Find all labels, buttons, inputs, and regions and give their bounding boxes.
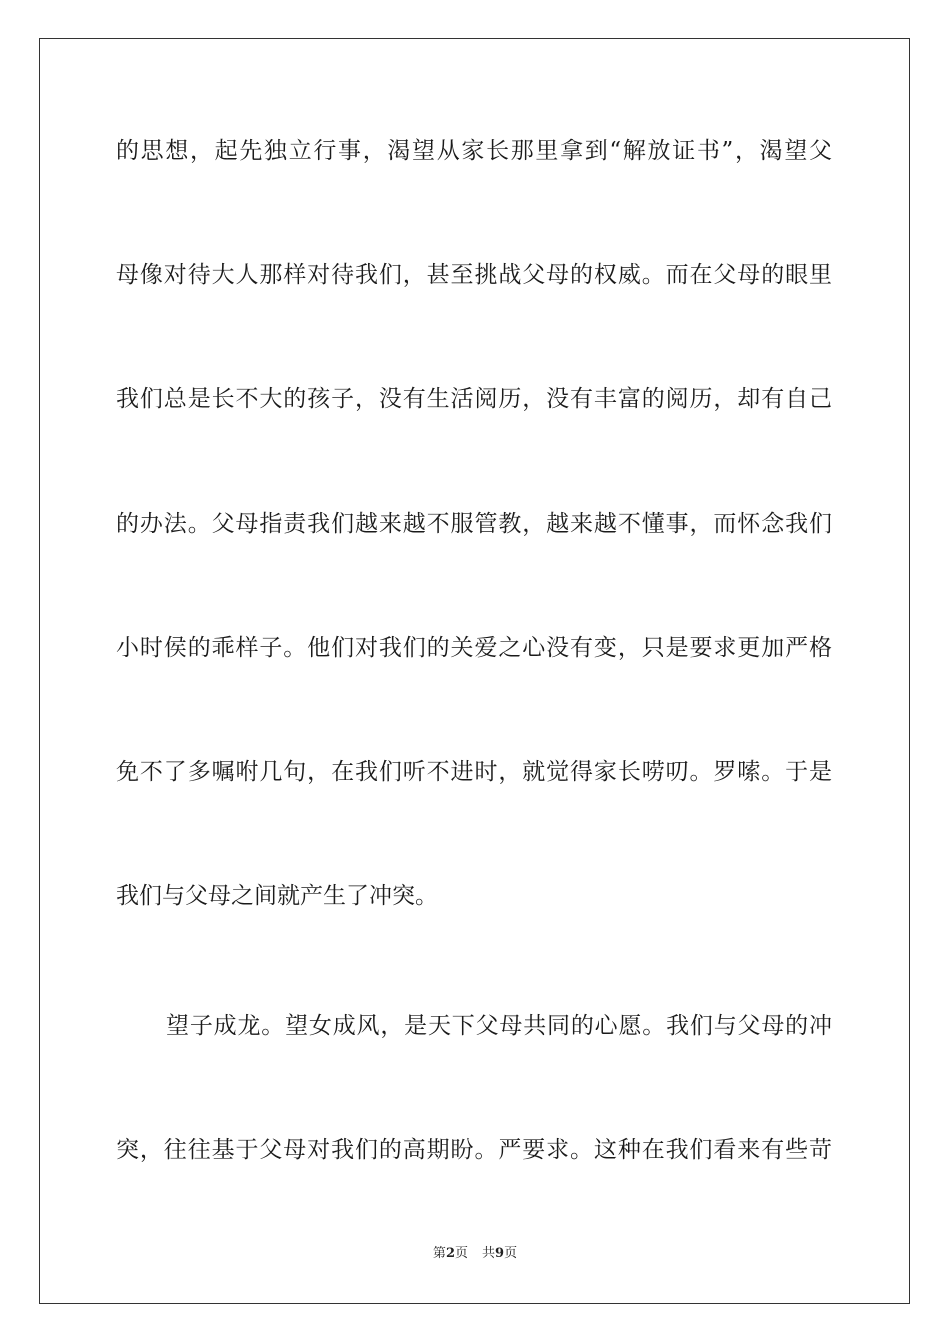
page-label-suffix: 页 [454,1246,468,1261]
text-line-5: 小时侯的乖样子。他们对我们的关爱之心没有变，只是要求更加严格 [116,635,832,661]
text-line-7: 我们与父母之间就产生了冲突。 [116,883,438,909]
text-line-4: 的办法。父母指责我们越来越不服管教，越来越不懂事，而怀念我们 [116,511,832,537]
page-label-prefix: 第 [432,1246,446,1261]
text-line-2: 母像对待大人那样对待我们，甚至挑战父母的权威。而在父母的眼里 [116,262,832,288]
text-line-9: 突，往往基于父母对我们的高期盼。严要求。这种在我们看来有些苛 [116,1137,832,1163]
text-line-3: 我们总是长不大的孩子，没有生活阅历，没有丰富的阅历，却有自己 [116,386,832,412]
page-footer [0,1245,950,1263]
page-border [39,38,910,1304]
text-line-1: 的思想，起先独立行事，渴望从家长那里拿到“解放证书”，渴望父 [116,138,832,164]
total-label-prefix: 共 [482,1246,496,1261]
text-line-8: 望子成龙。望女成风，是天下父母共同的心愿。我们与父母的冲 [166,1013,832,1039]
total-label-suffix: 页 [504,1246,518,1261]
total-pages: 9 [495,1246,505,1261]
page-number: 2 [445,1246,455,1261]
text-line-6: 免不了多嘱咐几句，在我们听不进时，就觉得家长唠叨。罗嗦。于是 [116,759,832,785]
